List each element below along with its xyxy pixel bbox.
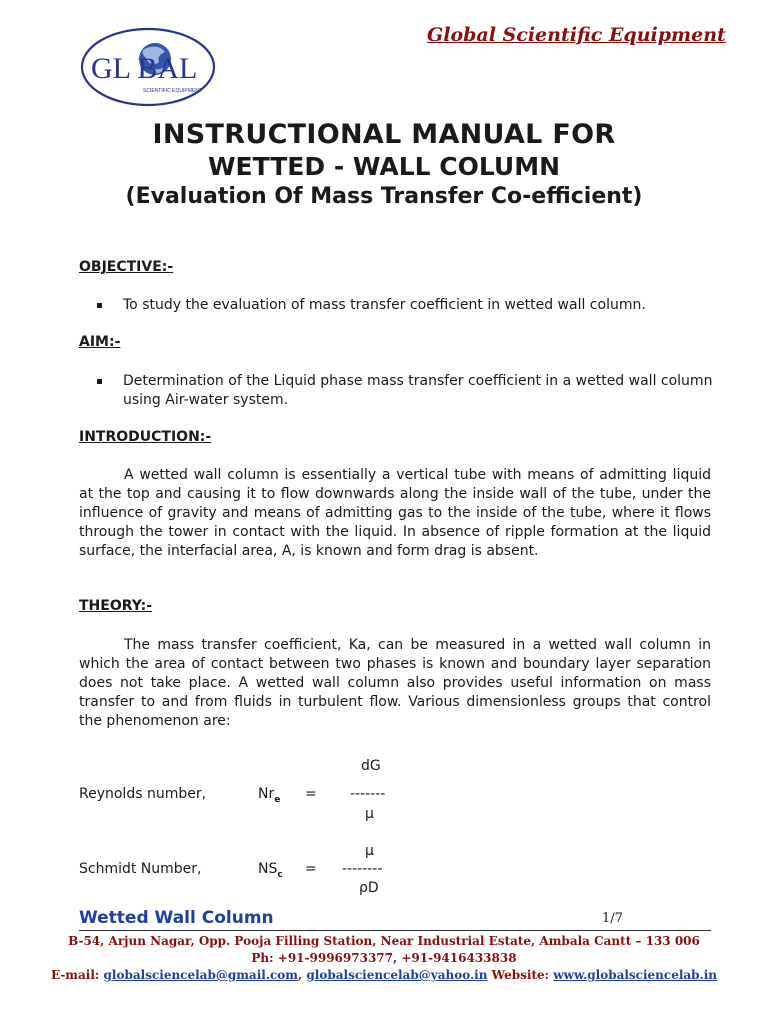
introduction-heading: INTRODUCTION:- [79, 429, 212, 445]
theory-paragraph [79, 636, 711, 731]
website-label: Website: [491, 968, 550, 982]
schmidt-fraction-bar: -------- [342, 861, 383, 877]
schmidt-symbol: $NS_c$ [258, 861, 283, 880]
theory-text: The mass transfer coefficient, Ka, can be measured in a wetted wall column in which the area of contact between two phases is known and boundary layer separation does not take place. A wetted wall column also provides useful information on mass transfer to and from fluids in turbulent flow. Various dimensionless groups that control the phenomenon are: [79, 637, 711, 729]
bullet-icon [97, 296, 103, 302]
svg-text:GL BAL: GL BAL [91, 52, 198, 85]
schmidt-equals: = [305, 861, 317, 877]
email-separator: , [298, 968, 303, 982]
objective-bullet [97, 296, 737, 315]
footer-phone: Ph: +91-9996973377, +91-9416433838 [251, 951, 517, 965]
email-label: E-mail: [50, 968, 100, 982]
reynolds-numerator: dG [361, 758, 381, 774]
footer-contact-line [0, 968, 768, 982]
introduction-text: A wetted wall column is essentially a vertical tube with means of admitting liquid at the top and causing it to flow downwards along the inside wall of the tube, under the influence of gravity and means of admitting gas to the inside of the tube, where it flows through the tower in contact with the liquid. In absence of ripple formation at the liquid surface, the interfacial area, A, is known and form drag is absent. [79, 467, 711, 559]
footer-address: B-54, Arjun Nagar, Opp. Pooja Filling Station, Near Industrial Estate, Ambala Cantt – 133 006 [68, 934, 700, 948]
reynolds-fraction-bar: ------- [350, 786, 386, 802]
aim-text: Determination of the Liquid phase mass transfer coefficient in a wetted wall column using Air-water system. [123, 373, 713, 408]
document-title: INSTRUCTIONAL MANUAL FOR [152, 119, 616, 150]
footer-divider [79, 930, 711, 931]
schmidt-denominator: ρD [359, 880, 379, 896]
introduction-paragraph [79, 466, 711, 561]
objective-text: To study the evaluation of mass transfer coefficient in wetted wall column. [123, 297, 646, 313]
objective-heading: OBJECTIVE:- [79, 259, 174, 275]
company-logo [79, 26, 217, 108]
email-link-gmail[interactable]: globalsciencelab@gmail.com [103, 968, 299, 982]
aim-heading: AIM:- [79, 334, 121, 350]
schmidt-numerator: μ [365, 843, 374, 859]
reynolds-symbol: $Nr_e$ [258, 786, 281, 805]
document-subtitle-detail: (Evaluation Of Mass Transfer Co-efficient) [125, 184, 643, 209]
aim-bullet [97, 372, 737, 410]
page-number: 1/7 [602, 911, 623, 926]
reynolds-equals: = [305, 786, 317, 802]
email-link-yahoo[interactable]: globalsciencelab@yahoo.in [306, 968, 488, 982]
schmidt-label: Schmidt Number, [79, 861, 202, 877]
bullet-icon [97, 372, 103, 378]
svg-text:SCIENTIFIC EQUIPMENT: SCIENTIFIC EQUIPMENT [143, 88, 202, 94]
document-subtitle: WETTED - WALL COLUMN [207, 152, 561, 181]
brand-name: Global Scientific Equipment [427, 24, 726, 46]
reynolds-label: Reynolds number, [79, 786, 207, 802]
footer-title: Wetted Wall Column [79, 908, 274, 928]
website-link[interactable]: www.globalsciencelab.in [553, 968, 718, 982]
globe-logo-icon [79, 26, 217, 108]
theory-heading: THEORY:- [79, 598, 153, 614]
reynolds-denominator: μ [365, 806, 374, 822]
